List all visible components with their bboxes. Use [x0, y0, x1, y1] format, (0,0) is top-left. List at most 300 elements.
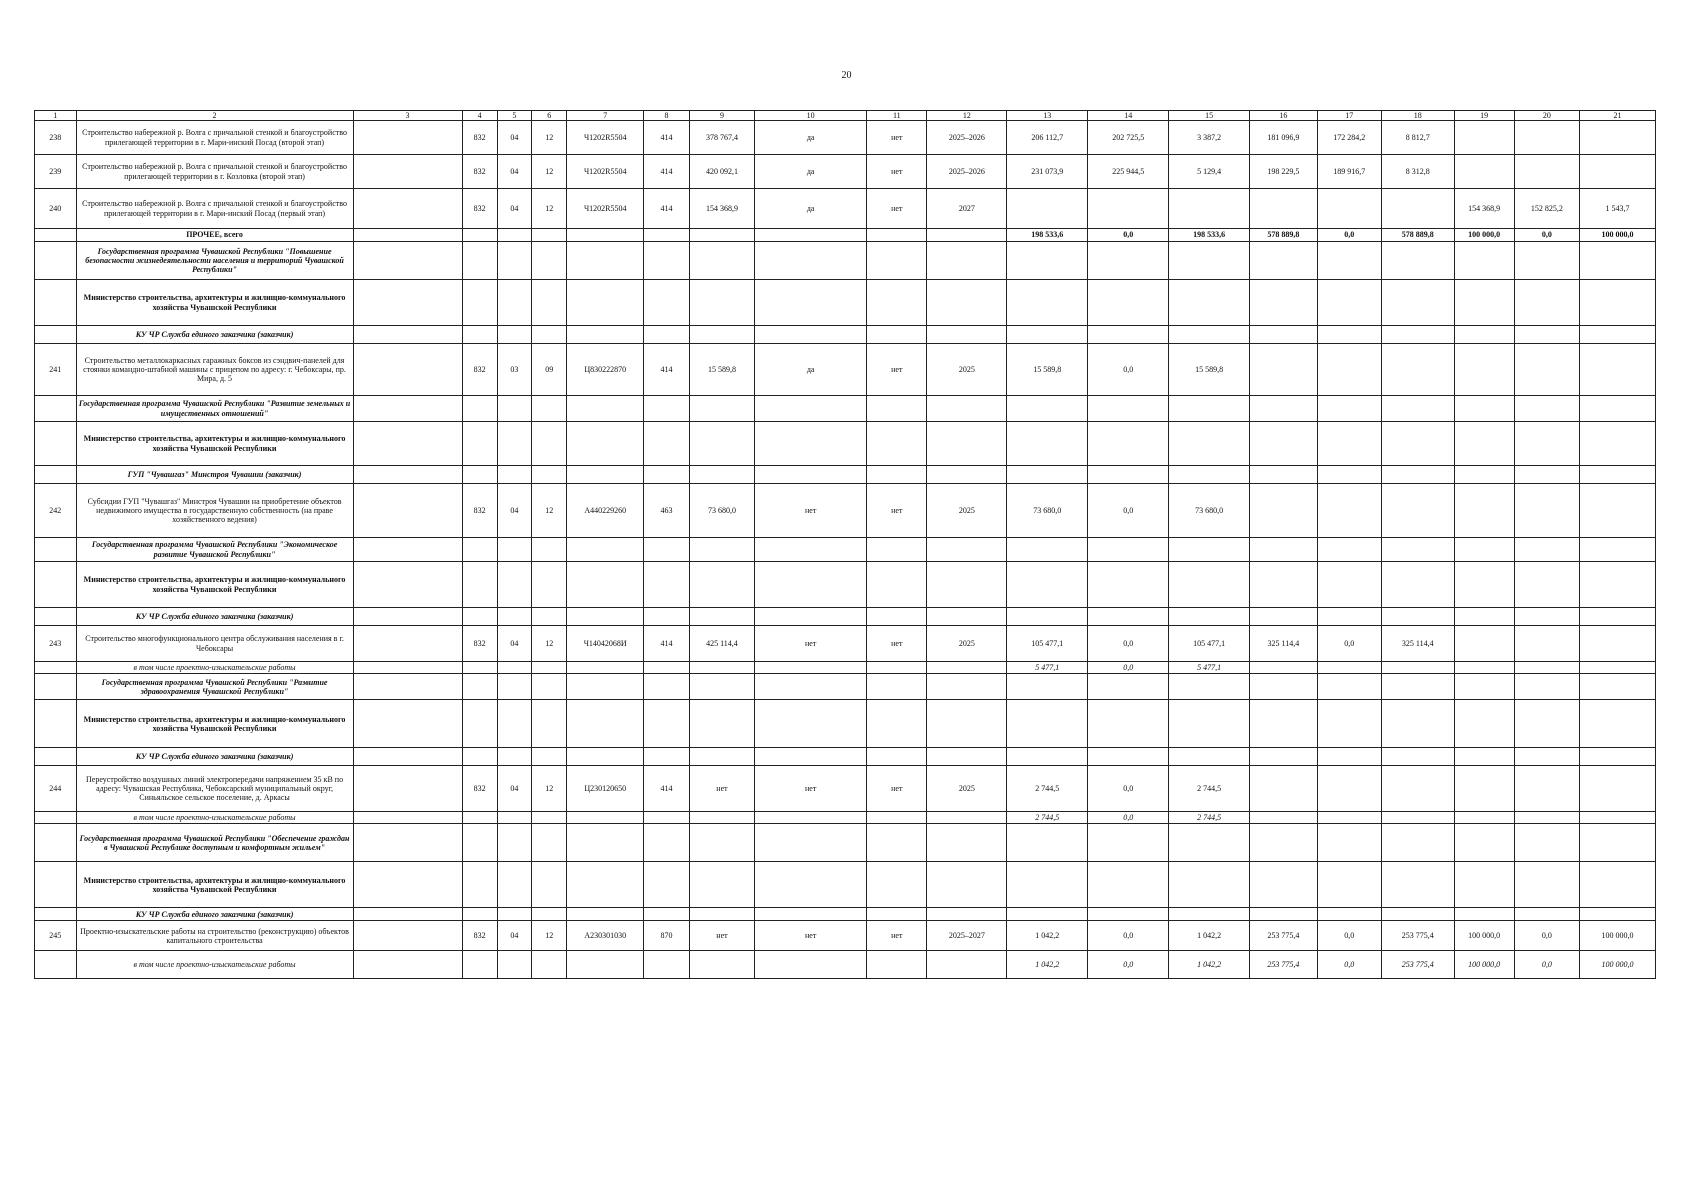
cell-col-12: [927, 662, 1007, 674]
cell-col-3: [353, 700, 462, 748]
cell-col-15: [1169, 422, 1250, 466]
cell-col-7: Ч1202R5504: [567, 155, 644, 189]
cell-col-3: [353, 908, 462, 921]
cell-col-6: 12: [532, 921, 567, 951]
cell-col-4: [462, 748, 497, 766]
cell-col-8: 414: [644, 121, 690, 155]
cell-col-18: [1381, 422, 1454, 466]
cell-col-17: [1317, 466, 1381, 484]
cell-col-17: 0,0: [1317, 921, 1381, 951]
table-row: [35, 812, 1656, 824]
table-row: [35, 242, 1656, 280]
cell-col-20: [1514, 700, 1579, 748]
cell-col-21: [1580, 422, 1656, 466]
cell-col-7: [567, 422, 644, 466]
cell-col-20: [1514, 766, 1579, 812]
cell-col-3: [353, 344, 462, 396]
cell-col-14: 0,0: [1088, 951, 1169, 979]
cell-col-3: [353, 608, 462, 626]
cell-col-11: [867, 422, 927, 466]
cell-col-5: [497, 824, 531, 862]
cell-col-12: [927, 748, 1007, 766]
cell-col-12: 2025–2026: [927, 121, 1007, 155]
cell-col-13: [1007, 862, 1088, 908]
cell-col-18: [1381, 824, 1454, 862]
cell-col-10: [755, 951, 867, 979]
cell-col-7: [567, 700, 644, 748]
cell-col-10: [755, 538, 867, 562]
cell-col-13: 5 477,1: [1007, 662, 1088, 674]
cell-col-4: [462, 812, 497, 824]
cell-col-5: [497, 908, 531, 921]
cell-col-11: [867, 229, 927, 242]
cell-col-8: [644, 700, 690, 748]
cell-col-20: [1514, 748, 1579, 766]
cell-col-14: 0,0: [1088, 812, 1169, 824]
cell-col-12: [927, 951, 1007, 979]
program-label: Государственная программа Чувашской Республики "Развитие здравоохранения Чувашской Республики": [76, 674, 353, 700]
cell-col-19: 100 000,0: [1454, 229, 1514, 242]
cell-col-8: [644, 748, 690, 766]
cell-col-11: [867, 674, 927, 700]
cell-col-16: [1250, 824, 1317, 862]
cell-col-9: [689, 700, 754, 748]
cell-col-15: [1169, 608, 1250, 626]
cell-col-10: [755, 662, 867, 674]
cell-col-12: [927, 812, 1007, 824]
cell-col-5: [497, 562, 531, 608]
cell-col-7: [567, 229, 644, 242]
program-label: Государственная программа Чувашской Республики "Развитие земельных и имущественных отношений": [76, 396, 353, 422]
cell-col-11: [867, 562, 927, 608]
cell-col-4: [462, 242, 497, 280]
cell-col-13: 198 533,6: [1007, 229, 1088, 242]
cell-col-20: [1514, 908, 1579, 921]
cell-col-6: 12: [532, 766, 567, 812]
cell-col-3: [353, 921, 462, 951]
cell-col-19: [1454, 674, 1514, 700]
cell-col-8: [644, 466, 690, 484]
cell-col-21: [1580, 155, 1656, 189]
cell-col-10: [755, 280, 867, 326]
cell-col-19: [1454, 466, 1514, 484]
cell-col-4: [462, 229, 497, 242]
cell-col-20: [1514, 484, 1579, 538]
cell-col-5: 04: [497, 189, 531, 229]
cell-col-21: [1580, 562, 1656, 608]
cell-col-9: [689, 422, 754, 466]
cell-col-10: [755, 326, 867, 344]
cell-col-11: [867, 951, 927, 979]
cell-col-13: [1007, 748, 1088, 766]
cell-col-10: [755, 908, 867, 921]
cell-col-11: [867, 908, 927, 921]
cell-col-13: [1007, 700, 1088, 748]
cell-col-5: [497, 396, 531, 422]
cell-col-3: [353, 155, 462, 189]
cell-col-17: [1317, 766, 1381, 812]
cell-col-7: [567, 396, 644, 422]
cell-col-8: 870: [644, 921, 690, 951]
cell-col-5: [497, 862, 531, 908]
cell-col-8: [644, 326, 690, 344]
cell-col-17: [1317, 748, 1381, 766]
table-row: [35, 862, 1656, 908]
cell-col-7: А440229260: [567, 484, 644, 538]
row-number: [35, 326, 77, 344]
cell-col-6: 12: [532, 189, 567, 229]
cell-col-16: [1250, 766, 1317, 812]
cell-col-18: [1381, 242, 1454, 280]
cell-col-11: нет: [867, 189, 927, 229]
cell-col-14: [1088, 422, 1169, 466]
cell-col-3: [353, 748, 462, 766]
cell-col-9: 425 114,4: [689, 626, 754, 662]
cell-col-6: [532, 396, 567, 422]
cell-col-9: 378 767,4: [689, 121, 754, 155]
cell-col-18: [1381, 344, 1454, 396]
column-number-6: 6: [532, 111, 567, 121]
table-row: [35, 748, 1656, 766]
cell-col-8: [644, 229, 690, 242]
row-number: [35, 862, 77, 908]
cell-col-21: [1580, 326, 1656, 344]
cell-col-3: [353, 626, 462, 662]
customer-label: КУ ЧР Служба единого заказчика (заказчик): [76, 748, 353, 766]
ministry-label: Министерство строительства, архитектуры и жилищно-коммунального хозяйства Чувашской Республики: [76, 862, 353, 908]
row-number: 245: [35, 921, 77, 951]
cell-col-19: [1454, 344, 1514, 396]
cell-col-17: [1317, 562, 1381, 608]
cell-col-3: [353, 662, 462, 674]
cell-col-16: [1250, 662, 1317, 674]
cell-col-7: [567, 824, 644, 862]
cell-col-15: [1169, 562, 1250, 608]
cell-col-3: [353, 229, 462, 242]
cell-col-21: [1580, 242, 1656, 280]
cell-col-7: [567, 538, 644, 562]
cell-col-8: [644, 280, 690, 326]
cell-col-9: нет: [689, 766, 754, 812]
cell-col-18: 578 889,8: [1381, 229, 1454, 242]
cell-col-20: [1514, 562, 1579, 608]
cell-col-9: [689, 812, 754, 824]
cell-col-6: [532, 862, 567, 908]
cell-col-9: [689, 862, 754, 908]
cell-col-5: [497, 538, 531, 562]
customer-label: КУ ЧР Служба единого заказчика (заказчик): [76, 326, 353, 344]
sub-row-label: в том числе проектно-изыскательские работы: [76, 662, 353, 674]
table-row: [35, 908, 1656, 921]
cell-col-6: [532, 908, 567, 921]
row-number: [35, 229, 77, 242]
cell-col-16: [1250, 280, 1317, 326]
column-number-row: [35, 111, 1656, 121]
cell-col-19: [1454, 396, 1514, 422]
cell-col-12: [927, 562, 1007, 608]
cell-col-7: [567, 326, 644, 344]
cell-col-19: [1454, 538, 1514, 562]
cell-col-4: [462, 280, 497, 326]
cell-col-16: [1250, 908, 1317, 921]
column-number-5: 5: [497, 111, 531, 121]
cell-col-16: [1250, 466, 1317, 484]
cell-col-9: [689, 824, 754, 862]
row-number: 238: [35, 121, 77, 155]
cell-col-14: [1088, 242, 1169, 280]
cell-col-16: [1250, 748, 1317, 766]
cell-col-21: [1580, 812, 1656, 824]
cell-col-9: [689, 242, 754, 280]
cell-col-17: [1317, 189, 1381, 229]
cell-col-17: 189 916,7: [1317, 155, 1381, 189]
table-row: [35, 608, 1656, 626]
cell-col-8: [644, 242, 690, 280]
cell-col-11: [867, 608, 927, 626]
cell-col-6: [532, 466, 567, 484]
cell-col-5: [497, 280, 531, 326]
row-number: [35, 562, 77, 608]
cell-col-14: [1088, 608, 1169, 626]
cell-col-4: [462, 700, 497, 748]
cell-col-13: [1007, 562, 1088, 608]
cell-col-11: [867, 466, 927, 484]
cell-col-9: 154 368,9: [689, 189, 754, 229]
cell-col-10: да: [755, 121, 867, 155]
cell-col-16: 578 889,8: [1250, 229, 1317, 242]
cell-col-18: [1381, 562, 1454, 608]
cell-col-7: А230301030: [567, 921, 644, 951]
cell-col-21: [1580, 396, 1656, 422]
cell-col-14: [1088, 280, 1169, 326]
cell-col-6: 09: [532, 344, 567, 396]
cell-col-18: [1381, 700, 1454, 748]
cell-col-5: [497, 662, 531, 674]
cell-col-19: [1454, 862, 1514, 908]
cell-col-12: [927, 862, 1007, 908]
cell-col-17: [1317, 608, 1381, 626]
cell-col-3: [353, 189, 462, 229]
cell-col-5: [497, 422, 531, 466]
row-number: [35, 662, 77, 674]
cell-col-18: [1381, 748, 1454, 766]
cell-col-20: 152 825,2: [1514, 189, 1579, 229]
cell-col-4: 832: [462, 344, 497, 396]
cell-col-21: [1580, 538, 1656, 562]
cell-col-5: [497, 242, 531, 280]
cell-col-11: [867, 396, 927, 422]
table-row: [35, 951, 1656, 979]
cell-col-14: 0,0: [1088, 344, 1169, 396]
cell-col-18: [1381, 674, 1454, 700]
cell-col-15: 198 533,6: [1169, 229, 1250, 242]
cell-col-4: [462, 538, 497, 562]
cell-col-16: 181 096,9: [1250, 121, 1317, 155]
cell-col-15: 1 042,2: [1169, 921, 1250, 951]
cell-col-21: [1580, 662, 1656, 674]
cell-col-6: [532, 748, 567, 766]
cell-col-21: [1580, 766, 1656, 812]
cell-col-19: [1454, 908, 1514, 921]
cell-col-20: [1514, 280, 1579, 326]
cell-col-15: 2 744,5: [1169, 812, 1250, 824]
cell-col-13: 73 680,0: [1007, 484, 1088, 538]
cell-col-6: [532, 674, 567, 700]
column-number-1: 1: [35, 111, 77, 121]
cell-col-19: [1454, 662, 1514, 674]
cell-col-11: нет: [867, 121, 927, 155]
cell-col-21: [1580, 862, 1656, 908]
cell-col-3: [353, 951, 462, 979]
cell-col-12: 2025: [927, 766, 1007, 812]
cell-col-7: Ч1202R5504: [567, 189, 644, 229]
sub-row-label: в том числе проектно-изыскательские работы: [76, 951, 353, 979]
cell-col-7: [567, 748, 644, 766]
cell-col-5: [497, 748, 531, 766]
cell-col-18: [1381, 326, 1454, 344]
cell-col-10: [755, 396, 867, 422]
cell-col-13: 15 589,8: [1007, 344, 1088, 396]
cell-col-9: [689, 951, 754, 979]
cell-col-17: [1317, 344, 1381, 396]
cell-col-6: [532, 951, 567, 979]
cell-col-16: [1250, 396, 1317, 422]
cell-col-11: нет: [867, 344, 927, 396]
cell-col-20: [1514, 812, 1579, 824]
column-number-20: 20: [1514, 111, 1579, 121]
cell-col-8: [644, 908, 690, 921]
cell-col-19: [1454, 242, 1514, 280]
cell-col-15: 2 744,5: [1169, 766, 1250, 812]
row-number: [35, 674, 77, 700]
cell-col-3: [353, 812, 462, 824]
cell-col-6: 12: [532, 121, 567, 155]
cell-col-21: 1 543,7: [1580, 189, 1656, 229]
cell-col-18: [1381, 538, 1454, 562]
row-number: [35, 748, 77, 766]
cell-col-5: [497, 700, 531, 748]
cell-col-7: [567, 466, 644, 484]
cell-col-18: [1381, 662, 1454, 674]
cell-col-3: [353, 396, 462, 422]
cell-col-8: [644, 608, 690, 626]
cell-col-20: [1514, 326, 1579, 344]
cell-col-3: [353, 466, 462, 484]
cell-col-11: [867, 824, 927, 862]
cell-col-15: [1169, 908, 1250, 921]
cell-col-20: [1514, 538, 1579, 562]
ministry-label: Министерство строительства, архитектуры и жилищно-коммунального хозяйства Чувашской Республики: [76, 280, 353, 326]
cell-col-12: [927, 908, 1007, 921]
cell-col-14: [1088, 562, 1169, 608]
cell-col-10: [755, 229, 867, 242]
cell-col-18: [1381, 908, 1454, 921]
cell-col-16: 198 229,5: [1250, 155, 1317, 189]
cell-col-13: 105 477,1: [1007, 626, 1088, 662]
cell-col-10: нет: [755, 766, 867, 812]
cell-col-8: [644, 562, 690, 608]
cell-col-9: [689, 608, 754, 626]
cell-col-9: 73 680,0: [689, 484, 754, 538]
cell-col-12: [927, 229, 1007, 242]
object-name: Строительство металлокаркасных гаражных боксов из сэндвич-панелей для стоянки командно-штабной машины с прицепом по адресу: г. Чебоксары, пр. Мира, д. 5: [76, 344, 353, 396]
table-row: [35, 824, 1656, 862]
cell-col-6: [532, 538, 567, 562]
cell-col-9: [689, 662, 754, 674]
row-number: 243: [35, 626, 77, 662]
table-row: [35, 189, 1656, 229]
cell-col-8: 414: [644, 766, 690, 812]
cell-col-14: 202 725,5: [1088, 121, 1169, 155]
cell-col-18: 253 775,4: [1381, 921, 1454, 951]
cell-col-16: 325 114,4: [1250, 626, 1317, 662]
cell-col-3: [353, 824, 462, 862]
table-row: [35, 700, 1656, 748]
cell-col-10: [755, 242, 867, 280]
cell-col-13: [1007, 674, 1088, 700]
cell-col-4: [462, 908, 497, 921]
cell-col-15: [1169, 189, 1250, 229]
cell-col-13: [1007, 908, 1088, 921]
cell-col-21: 100 000,0: [1580, 229, 1656, 242]
cell-col-17: [1317, 862, 1381, 908]
cell-col-7: Ц230120650: [567, 766, 644, 812]
cell-col-14: [1088, 674, 1169, 700]
cell-col-10: да: [755, 155, 867, 189]
cell-col-10: [755, 862, 867, 908]
cell-col-16: [1250, 812, 1317, 824]
ministry-label: Министерство строительства, архитектуры и жилищно-коммунального хозяйства Чувашской Республики: [76, 562, 353, 608]
cell-col-20: 0,0: [1514, 921, 1579, 951]
cell-col-13: 2 744,5: [1007, 812, 1088, 824]
cell-col-20: [1514, 242, 1579, 280]
cell-col-6: [532, 608, 567, 626]
cell-col-9: 420 092,1: [689, 155, 754, 189]
cell-col-10: [755, 812, 867, 824]
table-row: [35, 344, 1656, 396]
cell-col-11: [867, 812, 927, 824]
column-number-13: 13: [1007, 111, 1088, 121]
cell-col-19: [1454, 766, 1514, 812]
cell-col-5: [497, 466, 531, 484]
cell-col-15: 5 129,4: [1169, 155, 1250, 189]
row-number: [35, 812, 77, 824]
cell-col-15: 15 589,8: [1169, 344, 1250, 396]
object-name: Строительство многофункционального центра обслуживания населения в г. Чебоксары: [76, 626, 353, 662]
cell-col-8: [644, 862, 690, 908]
cell-col-9: [689, 908, 754, 921]
cell-col-5: [497, 674, 531, 700]
cell-col-12: [927, 242, 1007, 280]
cell-col-12: [927, 422, 1007, 466]
cell-col-19: 100 000,0: [1454, 951, 1514, 979]
cell-col-17: 0,0: [1317, 626, 1381, 662]
cell-col-17: 0,0: [1317, 229, 1381, 242]
cell-col-16: [1250, 700, 1317, 748]
object-name: Переустройство воздушных линий электропередачи напряжением 35 кВ по адресу: Чувашская Республика, Чебоксарский муниципальный округ, Синьяльское сельское поселение, д. Аркасы: [76, 766, 353, 812]
column-number-2: 2: [76, 111, 353, 121]
row-number: 241: [35, 344, 77, 396]
cell-col-9: [689, 466, 754, 484]
cell-col-18: 8 312,8: [1381, 155, 1454, 189]
row-number: [35, 908, 77, 921]
cell-col-3: [353, 862, 462, 908]
cell-col-6: [532, 326, 567, 344]
table-row: [35, 921, 1656, 951]
cell-col-12: [927, 396, 1007, 422]
cell-col-12: [927, 700, 1007, 748]
table-row: [35, 466, 1656, 484]
